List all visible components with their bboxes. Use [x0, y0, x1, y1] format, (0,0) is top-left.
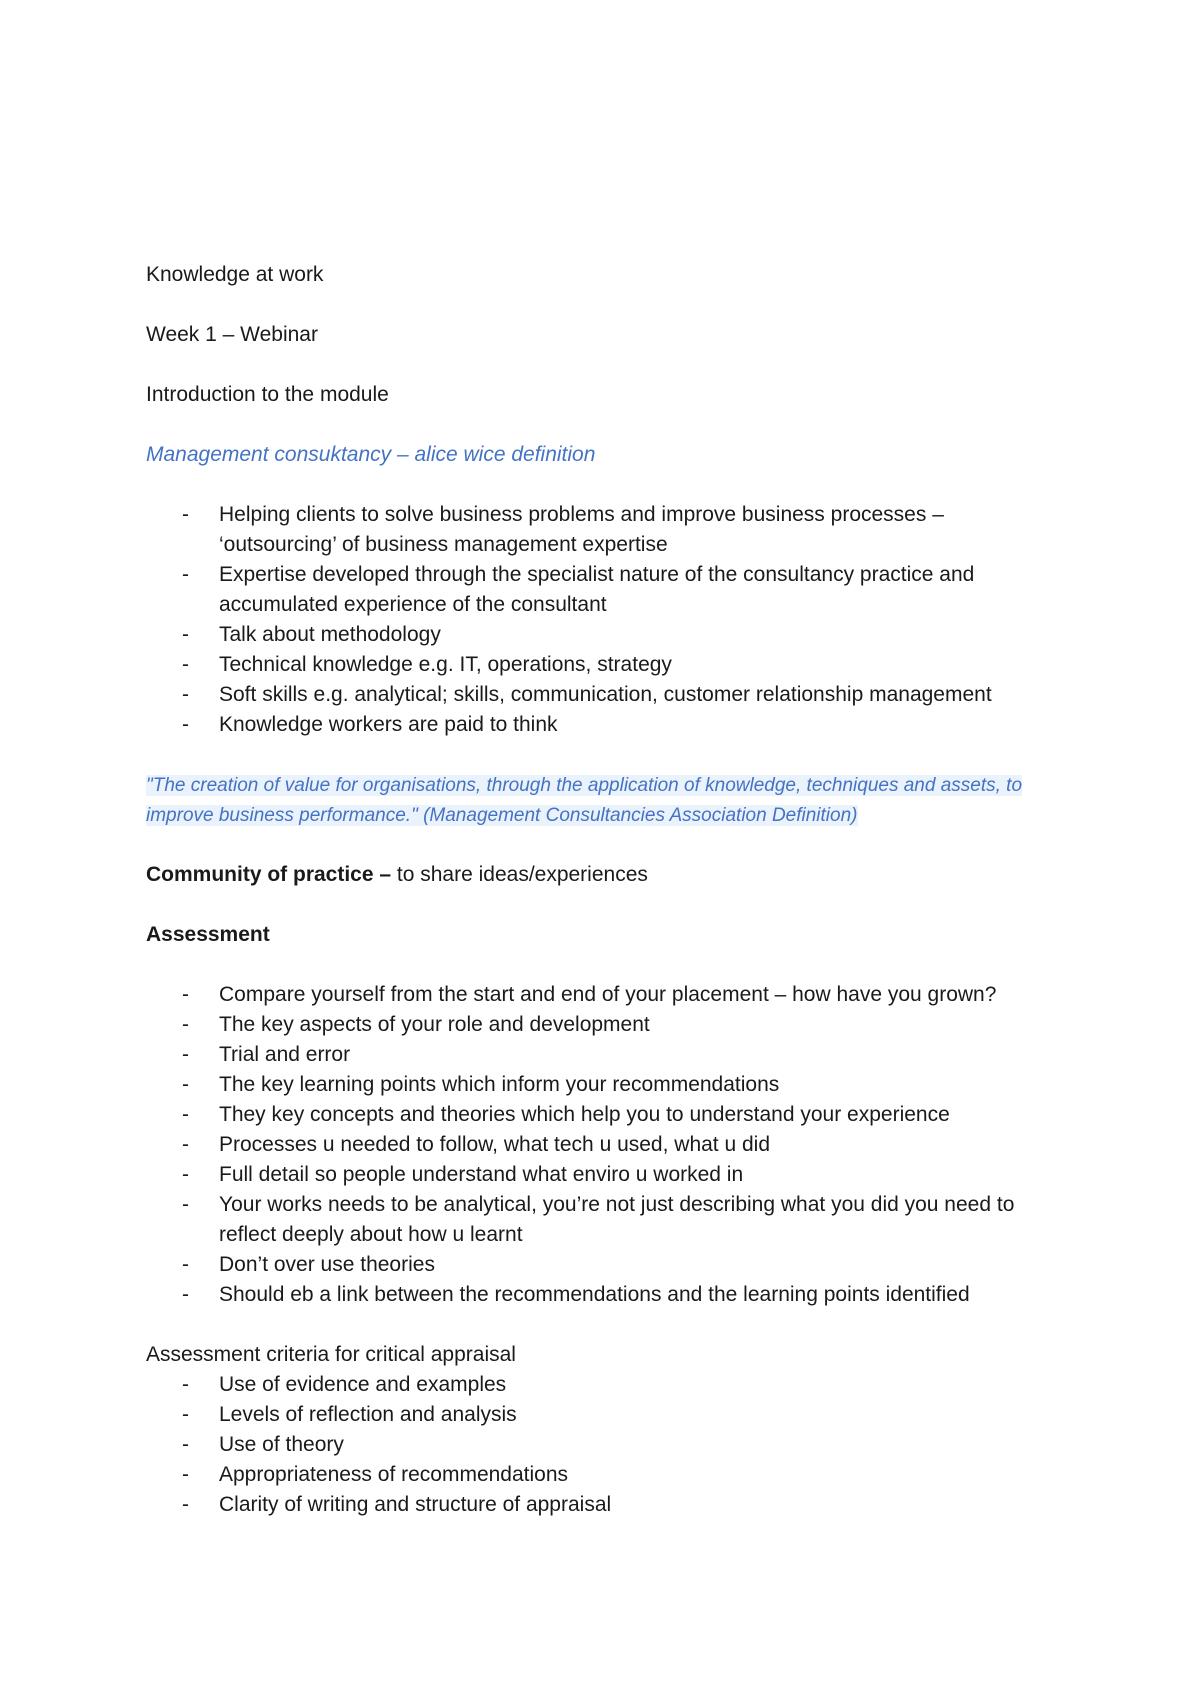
assessment-heading — [146, 920, 1066, 950]
intro-heading: Introduction to the module — [146, 383, 389, 406]
list-item: - The key learning points which inform your recommendations — [146, 1070, 1066, 1100]
list-item: - Helping clients to solve business problems and improve business processes – ‘outsourcing’ of business management expertise — [146, 500, 1066, 560]
list-item: - Technical knowledge e.g. IT, operations, strategy — [146, 650, 1066, 680]
list-item: - Full detail so people understand what enviro u worked in — [146, 1160, 1066, 1190]
community-of-practice — [146, 860, 1066, 890]
week-heading: Week 1 – Webinar — [146, 323, 318, 346]
list-item: - Clarity of writing and structure of appraisal — [146, 1490, 1066, 1520]
list-item: - Use of theory — [146, 1430, 1066, 1460]
list-item: - Use of evidence and examples — [146, 1370, 1066, 1400]
list-item: - They key concepts and theories which help you to understand your experience — [146, 1100, 1066, 1130]
criteria-heading: Assessment criteria for critical appraisal — [146, 1343, 516, 1366]
list-item: - Trial and error — [146, 1040, 1066, 1070]
definition-heading: Management consuktancy – alice wice definition — [146, 443, 596, 466]
definition-list — [146, 500, 1066, 740]
document-title: Knowledge at work — [146, 263, 324, 286]
list-item: - Should eb a link between the recommendations and the learning points identified — [146, 1280, 1066, 1310]
list-item: - Your works needs to be analytical, you’re not just describing what you did you need to reflect deeply about how u learnt — [146, 1190, 1066, 1250]
list-item: - Levels of reflection and analysis — [146, 1400, 1066, 1430]
quote-block — [146, 770, 1066, 830]
list-item: - Compare yourself from the start and end of your placement – how have you grown? — [146, 980, 1066, 1010]
list-item: - Soft skills e.g. analytical; skills, communication, customer relationship management — [146, 680, 1066, 710]
list-item: - The key aspects of your role and development — [146, 1010, 1066, 1040]
list-item: - Processes u needed to follow, what tech u used, what u did — [146, 1130, 1066, 1160]
list-item: - Talk about methodology — [146, 620, 1066, 650]
list-item: - Don’t over use theories — [146, 1250, 1066, 1280]
criteria-list — [146, 1370, 1066, 1520]
list-item: - Knowledge workers are paid to think — [146, 710, 1066, 740]
community-text: to share ideas/experiences — [391, 863, 648, 886]
assessment-list — [146, 980, 1066, 1310]
document-body — [146, 260, 1066, 1520]
list-item: - Expertise developed through the specialist nature of the consultancy practice and accumulated experience of the consultant — [146, 560, 1066, 620]
assessment-heading-text: Assessment — [146, 923, 270, 946]
community-label: Community of practice – — [146, 863, 392, 886]
mca-definition-quote: "The creation of value for organisations, through the application of knowledge, techniques and assets, to improve business performance." (Management Consultancies Association Definition) — [146, 775, 1023, 826]
list-item: - Appropriateness of recommendations — [146, 1460, 1066, 1490]
